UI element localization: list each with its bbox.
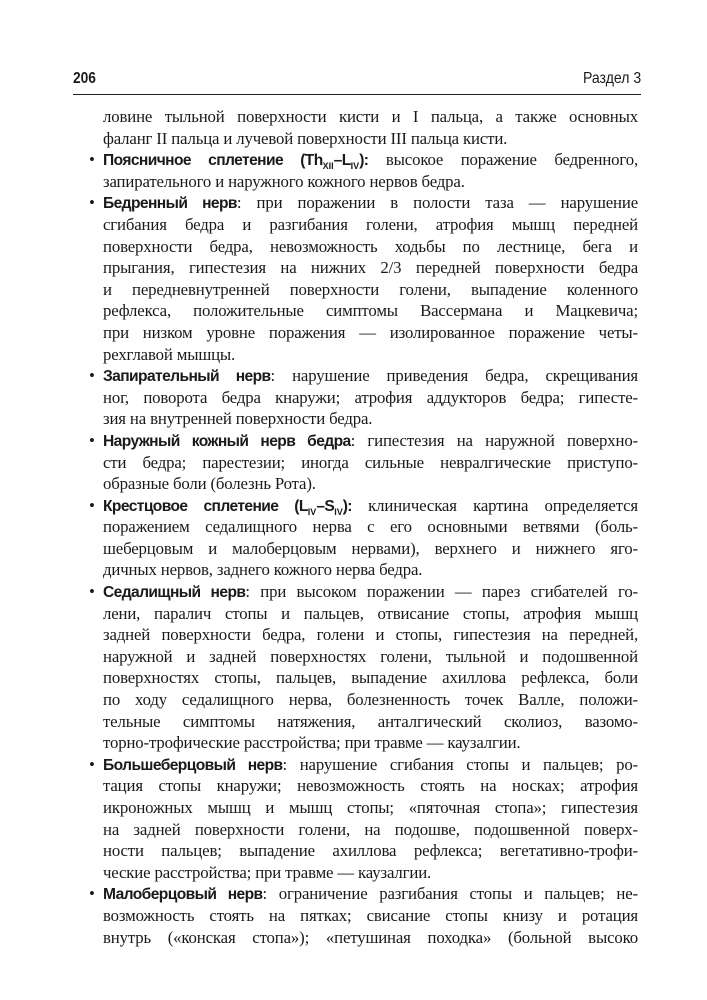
term-text: Поясничное сплетение (Th [103, 152, 323, 170]
bullet-list [89, 149, 638, 948]
text-line: тация стопы кнаружи; невозможность стоять на носках; атрофия [103, 776, 638, 796]
text-line: возможность стоять на пятках; свисание стопы книзу и ротация [103, 905, 638, 925]
text-line: ловине тыльной поверхности кисти и I пальца, а также основных [103, 107, 638, 126]
text-line: поражением седалищного нерва с его основными ветвями (боль- [103, 517, 638, 537]
text-line: ческие расстройства; при травме — каузалгии. [103, 862, 432, 882]
text-line: образные боли (болезнь Рота). [103, 474, 316, 494]
page-number: 206 [73, 70, 96, 87]
text-line: фаланг II пальца и лучевой поверхности III пальца кисти. [103, 128, 508, 148]
text-line [89, 430, 638, 452]
bullet-dot: • [89, 366, 95, 386]
term-text: –S [316, 497, 335, 515]
text-line: запирательного и наружного кожного нервов бедра. [103, 171, 465, 191]
text-line: рехглавой мышцы. [103, 344, 236, 364]
bullet-item [89, 754, 638, 884]
term-text: Седалищный нерв [103, 584, 246, 602]
bullet-item [89, 495, 638, 581]
subscript: XII [322, 161, 334, 172]
bullet-text: : гипестезия на наружной поверхно- [350, 430, 638, 450]
bullet-item [89, 430, 638, 495]
term-text: ): [359, 152, 369, 170]
text-line [89, 192, 638, 214]
text-line: зия на внутренней поверхности бедра. [103, 409, 373, 429]
bullet-item [89, 192, 638, 365]
text-line: шеберцовым и малоберцовым нервами), верхнего и нижнего яго- [103, 538, 638, 558]
bullet-term [103, 584, 245, 601]
section-label: Раздел 3 [582, 70, 641, 87]
text-line [89, 149, 638, 172]
bullet-term [103, 498, 352, 515]
bullet-dot: • [89, 193, 95, 213]
text-line: по ходу седалищного нерва, болезненность точек Валле, положи- [103, 690, 638, 710]
text-line: тельные симптомы натяжения, анталгический сколиоз, вазомо- [103, 711, 638, 731]
bullet-term [103, 757, 283, 774]
bullet-dot: • [89, 582, 95, 602]
text-line: внутрь («конская стопа»); «петушиная походка» (больной высоко [103, 927, 638, 947]
term-text: ): [342, 497, 352, 515]
text-line: при низком уровне поражения — изолированное поражение четы- [103, 322, 638, 342]
bullet-text: : нарушение приведения бедра, скрещивания [270, 366, 638, 386]
bullet-dot: • [89, 430, 95, 450]
subscript: IV [334, 506, 343, 517]
intro-paragraph [103, 106, 638, 149]
term-text: Малоберцовый нерв [103, 886, 263, 904]
bullet-text: : нарушение сгибания стопы и пальцев; ро- [282, 754, 638, 774]
text-line [89, 883, 638, 905]
bullet-term [103, 886, 263, 903]
text-line [89, 754, 638, 776]
bullet-item [89, 883, 638, 948]
running-header [73, 68, 641, 95]
bullet-dot: • [89, 495, 95, 515]
text-line: дичных нервов, заднего кожного нерва бедра. [103, 560, 423, 580]
text-line: лени, паралич стопы и пальцев, отвисание стопы, атрофия мышц [103, 603, 638, 623]
term-text: –L [333, 152, 351, 170]
term-text: Бедренный нерв [103, 195, 237, 213]
bullet-item [89, 365, 638, 430]
subscript: IV [307, 506, 317, 517]
term-text: Крестцовое сплетение (L [103, 497, 308, 515]
text-line: и передневнутренней поверхности голени, выпадение коленного [103, 279, 638, 299]
page-body [89, 106, 638, 948]
text-line: икроножных мышц и мышц стопы; «пяточная стопа»; гипестезия [103, 798, 638, 817]
bullet-term [103, 433, 351, 450]
text-line: торно-трофические расстройства; при травме — каузалгии. [103, 733, 521, 753]
bullet-item [89, 581, 638, 754]
bullet-term [103, 368, 271, 385]
text-line: поверхностях стопы, пальцев, выпадение ахиллова рефлекса, боли [103, 668, 638, 688]
bullet-dot: • [89, 754, 95, 774]
bullet-dot: • [89, 884, 95, 904]
bullet-text: клиническая картина определяется [351, 495, 638, 515]
bullet-text: : ограничение разгибания стопы и пальцев; не- [262, 884, 638, 904]
term-text: Наружный кожный нерв бедра [103, 432, 351, 450]
bullet-dot: • [89, 150, 95, 170]
text-line: сгибания бедра и разгибания голени, атрофия мышц передней [103, 214, 638, 234]
text-line: прыгания, гипестезия на нижних 2/3 передней поверхности бедра [103, 258, 638, 278]
text-line: рефлекса, положительные симптомы Вассермана и Мацкевича; [103, 301, 638, 321]
bullet-term [103, 195, 237, 212]
text-line: ног, поворота бедра кнаружи; атрофия аддукторов бедра; гипесте- [103, 387, 638, 407]
term-text: Большеберцовый нерв [103, 756, 283, 774]
subscript: IV [350, 161, 360, 172]
bullet-term [103, 152, 369, 172]
text-line [89, 581, 638, 603]
bullet-item [89, 149, 638, 192]
text-line: поверхности бедра, невозможность ходьбы по лестнице, бега и [103, 236, 638, 256]
text-line: сти бедра; парестезии; иногда сильные невралгические приступо- [103, 452, 638, 472]
bullet-text: : при высоком поражении — парез сгибателей го- [245, 582, 638, 602]
bullet-text: высокое поражение бедренного, [368, 150, 638, 170]
text-line: на задней поверхности голени, на подошве, подошвенной поверх- [103, 819, 638, 839]
text-line [89, 495, 638, 517]
text-line: наружной и задней поверхностях голени, тыльной и подошвенной [103, 646, 638, 666]
text-line [89, 365, 638, 387]
text-line: задней поверхности бедра, голени и стопы, гипестезия на передней, [103, 625, 638, 645]
text-line: ности пальцев; выпадение ахиллова рефлекса; вегетативно-трофи- [103, 841, 638, 861]
bullet-text: : при поражении в полости таза — нарушение [236, 193, 638, 213]
term-text: Запирательный нерв [103, 368, 271, 386]
